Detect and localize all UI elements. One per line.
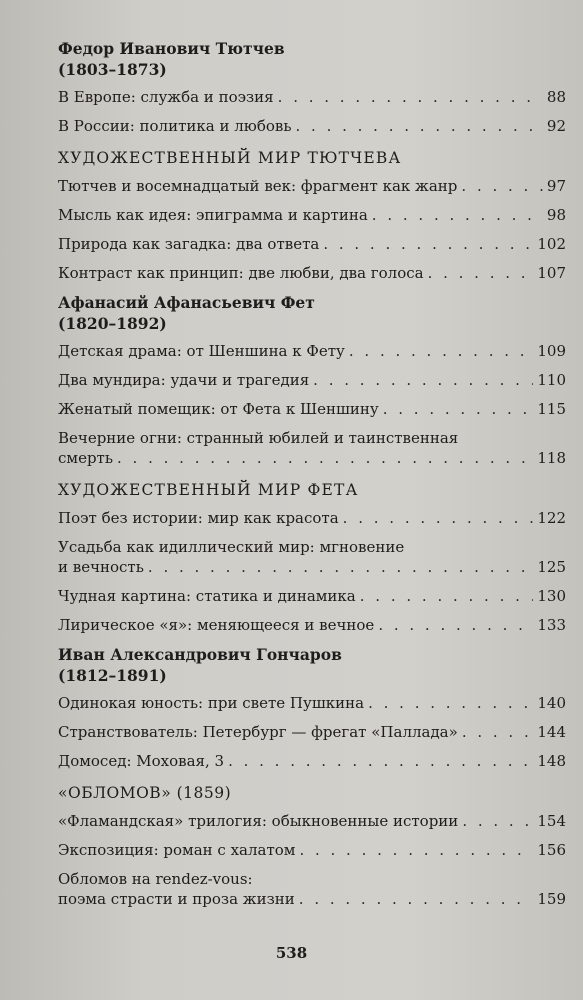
dot-leader: [313, 370, 533, 390]
entry-title-line1: Обломов на rendez-vous:: [58, 870, 253, 888]
entry-page: 118: [537, 449, 566, 467]
toc-entry: [58, 370, 566, 390]
entry-page: 130: [537, 587, 566, 605]
toc-entry: [58, 840, 566, 860]
entry-page: 110: [537, 371, 566, 389]
dot-leader: [383, 399, 534, 419]
entry-title: Контраст как принцип: две любви, два голоса: [58, 264, 424, 282]
entry-title: Мысль как идея: эпиграмма и картина: [58, 206, 368, 224]
entry-title: В Европе: служба и поэзия: [58, 88, 274, 106]
author-heading: [58, 38, 566, 80]
entry-page: 115: [537, 400, 566, 418]
dot-leader: [368, 693, 533, 713]
dot-leader: [323, 234, 533, 254]
entry-title: Одинокая юность: при свете Пушкина: [58, 694, 365, 712]
toc-entry: [58, 811, 566, 831]
toc-entry: [58, 537, 566, 577]
dot-leader: [228, 751, 533, 771]
toc-entry: [58, 508, 566, 528]
dot-leader: [378, 615, 533, 635]
dot-leader: [372, 205, 543, 225]
toc-entry: [58, 234, 566, 254]
entry-title-line1: Вечерние огни: странный юбилей и таинственная: [58, 429, 459, 447]
author-years: (1803–1873): [58, 60, 167, 79]
section-heading: ХУДОЖЕСТВЕННЫЙ МИР ФЕТА: [58, 481, 359, 499]
toc-entry: [58, 722, 566, 742]
entry-page: 97: [546, 177, 566, 195]
toc-entry: [58, 428, 566, 468]
entry-title: Лирическое «я»: меняющееся и вечное: [58, 616, 375, 634]
entry-title: Экспозиция: роман с халатом: [58, 841, 296, 859]
toc-entry: [58, 341, 566, 361]
entry-page: 156: [537, 841, 566, 859]
toc-entry: [58, 693, 566, 713]
author-heading: [58, 644, 566, 686]
dot-leader: [299, 840, 533, 860]
author-years: (1812–1891): [58, 666, 167, 685]
entry-title: Природа как загадка: два ответа: [58, 235, 320, 253]
entry-title: Женатый помещик: от Фета к Шеншину: [58, 400, 379, 418]
entry-title: Детская драма: от Шеншина к Фету: [58, 342, 345, 360]
entry-page: 107: [537, 264, 566, 282]
author-heading: [58, 292, 566, 334]
dot-leader: [349, 341, 533, 361]
section-heading: «ОБЛОМОВ» (1859): [58, 784, 232, 802]
entry-title: В России: политика и любовь: [58, 117, 292, 135]
entry-page: 154: [537, 812, 566, 830]
entry-page: 122: [537, 509, 566, 527]
entry-title: Домосед: Моховая, 3: [58, 752, 225, 770]
toc-entry: [58, 176, 566, 196]
entry-page: 125: [537, 558, 566, 576]
author-years: (1820–1892): [58, 314, 167, 333]
dot-leader: [343, 508, 534, 528]
dot-leader: [299, 889, 534, 909]
entry-title-line2: и вечность: [58, 558, 144, 576]
toc-entry: [58, 586, 566, 606]
toc-entry: [58, 205, 566, 225]
dot-leader: [360, 586, 534, 606]
entry-title-line2: поэма страсти и проза жизни: [58, 890, 295, 908]
entry-title: Чудная картина: статика и динамика: [58, 587, 356, 605]
dot-leader: [428, 263, 534, 283]
entry-title-line2: смерть: [58, 449, 114, 467]
entry-page: 133: [537, 616, 566, 634]
toc-entry: [58, 87, 566, 107]
dot-leader: [462, 722, 534, 742]
entry-page: 92: [546, 117, 566, 135]
entry-title: Поэт без истории: мир как красота: [58, 509, 339, 527]
entry-title: «Фламандская» трилогия: обыкновенные истории: [58, 812, 459, 830]
author-name: Федор Иванович Тютчев: [58, 39, 285, 58]
toc-entry: [58, 263, 566, 283]
page-number: 538: [275, 944, 308, 962]
entry-page: 102: [537, 235, 566, 253]
toc-entry: [58, 751, 566, 771]
entry-page: 98: [546, 206, 566, 224]
dot-leader: [117, 448, 533, 468]
entry-page: 140: [537, 694, 566, 712]
dot-leader: [462, 811, 533, 831]
entry-title-line1: Усадьба как идиллический мир: мгновение: [58, 538, 405, 556]
dot-leader: [461, 176, 543, 196]
entry-title: Два мундира: удачи и трагедия: [58, 371, 310, 389]
toc-entry: [58, 399, 566, 419]
entry-page: 148: [537, 752, 566, 770]
entry-page: 109: [537, 342, 566, 360]
toc-entry: [58, 869, 566, 909]
table-of-contents: [58, 32, 566, 918]
toc-entry: [58, 116, 566, 136]
entry-page: 88: [546, 88, 566, 106]
entry-title: Странствователь: Петербург — фрегат «Паллада»: [58, 723, 458, 741]
author-name: Афанасий Афанасьевич Фет: [58, 293, 315, 312]
entry-title: Тютчев и восемнадцатый век: фрагмент как жанр: [58, 177, 458, 195]
toc-entry: [58, 615, 566, 635]
dot-leader: [278, 87, 543, 107]
section-heading: ХУДОЖЕСТВЕННЫЙ МИР ТЮТЧЕВА: [58, 149, 402, 167]
author-name: Иван Александрович Гончаров: [58, 645, 342, 664]
dot-leader: [296, 116, 543, 136]
dot-leader: [148, 557, 533, 577]
entry-page: 159: [537, 890, 566, 908]
entry-page: 144: [537, 723, 566, 741]
